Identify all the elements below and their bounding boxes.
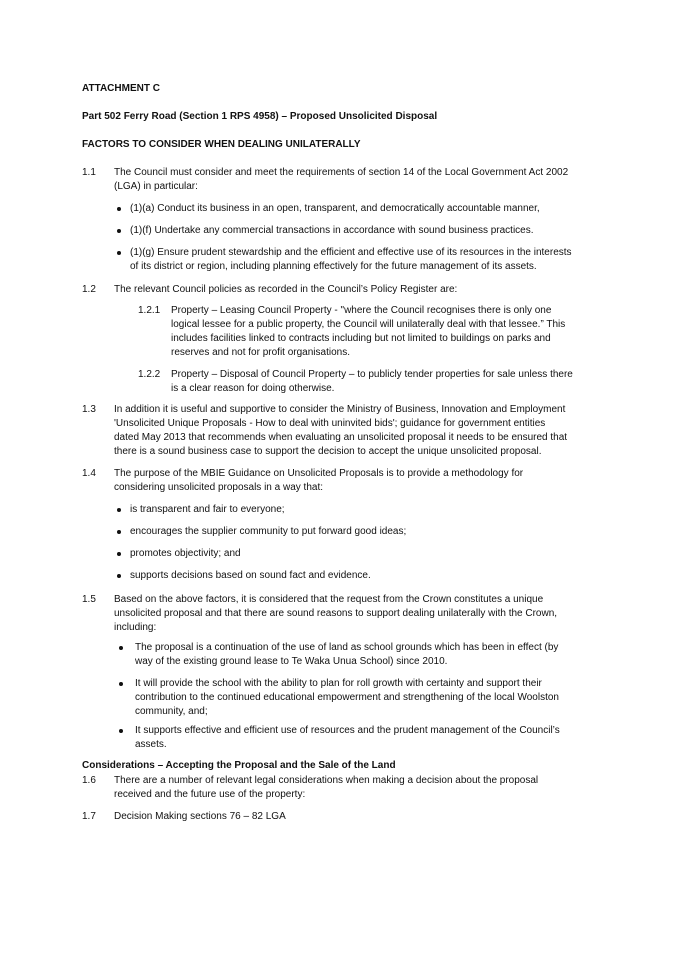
- paragraph-text: (LGA) in particular:: [114, 181, 198, 192]
- bullet-text: It supports effective and efficient use of resources and the prudent management of the Council’s: [135, 725, 560, 736]
- bullet-marker: [117, 251, 121, 255]
- subparagraph-text: reserves and not for profit organisations.: [171, 347, 350, 358]
- paragraph-text: In addition it is useful and supportive to consider the Ministry of Business, Innovation and Employment: [114, 404, 566, 415]
- bullet-text: assets.: [135, 739, 167, 750]
- paragraph-number: 1.7: [82, 811, 96, 822]
- paragraph-text: dated May 2013 that recommends when evaluating an unsolicited proposal it needs to be ensured that: [114, 432, 568, 443]
- paragraph-number: 1.5: [82, 594, 96, 605]
- bullet-text: It will provide the school with the ability to plan for roll growth with certainty and support their: [135, 678, 542, 689]
- subparagraph-text: Property – Leasing Council Property - "where the Council recognises there is only one: [171, 305, 552, 316]
- paragraph-number: 1.4: [82, 468, 96, 479]
- subparagraph-text: logical lessee for a public property, the Council will unilaterally deal with that lessee.” This: [171, 319, 566, 330]
- paragraph-text: Based on the above factors, it is considered that the request from the Crown constitutes a unique: [114, 594, 544, 605]
- bullet-marker: [117, 552, 121, 556]
- bullet-marker: [117, 508, 121, 512]
- bullet-text: way of the existing ground lease to Te Waka Unua School) since 2010.: [135, 656, 448, 667]
- bullet-marker: [119, 729, 123, 733]
- paragraph-number: 1.2: [82, 284, 96, 295]
- paragraph-text: unsolicited proposal and that there are sound reasons to support dealing unilaterally with the Crown,: [114, 608, 558, 619]
- paragraph-number: 1.3: [82, 404, 96, 415]
- bullet-text: encourages the supplier community to put forward good ideas;: [130, 526, 407, 537]
- paragraph-number: 1.6: [82, 775, 96, 786]
- paragraph-text: including:: [114, 622, 157, 633]
- bullet-marker: [119, 682, 123, 686]
- bullet-text: contribution to the continued educational empowerment and strengthening of the local Woolston: [135, 692, 559, 703]
- bullet-text: community, and;: [135, 706, 208, 717]
- bullet-marker: [117, 530, 121, 534]
- bullet-text: (1)(g) Ensure prudent stewardship and the efficient and effective use of its resources in the interests: [130, 247, 572, 258]
- bullet-marker: [117, 229, 121, 233]
- bullet-marker: [117, 574, 121, 578]
- subparagraph-text: is a clear reason for doing otherwise.: [171, 383, 335, 394]
- subparagraph-text: includes facilities linked to contracts including but not limited to buildings on parks and: [171, 333, 551, 344]
- bullet-text: supports decisions based on sound fact and evidence.: [130, 570, 371, 581]
- section-heading: FACTORS TO CONSIDER WHEN DEALING UNILATERALLY: [82, 139, 361, 150]
- document-subject: Part 502 Ferry Road (Section 1 RPS 4958) – Proposed Unsolicited Disposal: [82, 111, 438, 122]
- bullet-text: is transparent and fair to everyone;: [130, 504, 285, 515]
- subparagraph-text: Property – Disposal of Council Property – to publicly tender properties for sale unless there: [171, 369, 573, 380]
- paragraph-text: There are a number of relevant legal considerations when making a decision about the proposal: [114, 775, 539, 786]
- attachment-label: ATTACHMENT C: [82, 83, 160, 94]
- paragraph-text: considering unsolicited proposals in a way that:: [114, 482, 324, 493]
- bullet-marker: [119, 646, 123, 650]
- bullet-text: (1)(f) Undertake any commercial transactions in accordance with sound business practices.: [130, 225, 534, 236]
- paragraph-text: The Council must consider and meet the requirements of section 14 of the Local Government Act 2002: [114, 167, 569, 178]
- paragraph-text: The relevant Council policies as recorded in the Council’s Policy Register are:: [114, 284, 458, 295]
- bullet-text: of its district or region, including planning effectively for the future management of its assets.: [130, 261, 537, 272]
- subparagraph-number: 1.2.1: [138, 305, 161, 316]
- paragraph-text: received and the future use of the property:: [114, 789, 306, 800]
- considerations-heading: Considerations – Accepting the Proposal and the Sale of the Land: [82, 760, 396, 771]
- paragraph-text: 'Unsolicited Unique Proposals - How to deal with uninvited bids'; guidance for government entities: [114, 418, 546, 429]
- bullet-marker: [117, 207, 121, 211]
- paragraph-text: The purpose of the MBIE Guidance on Unsolicited Proposals is to provide a methodology for: [114, 468, 524, 479]
- bullet-text: (1)(a) Conduct its business in an open, transparent, and democratically accountable manner,: [130, 203, 540, 214]
- bullet-text: The proposal is a continuation of the use of land as school grounds which has been in effect (by: [135, 642, 559, 653]
- paragraph-number: 1.1: [82, 167, 96, 178]
- paragraph-text: Decision Making sections 76 – 82 LGA: [114, 811, 286, 822]
- subparagraph-number: 1.2.2: [138, 369, 161, 380]
- paragraph-text: there is a sound business case to support the decision to accept the unique unsolicited proposal.: [114, 446, 542, 457]
- bullet-text: promotes objectivity; and: [130, 548, 241, 559]
